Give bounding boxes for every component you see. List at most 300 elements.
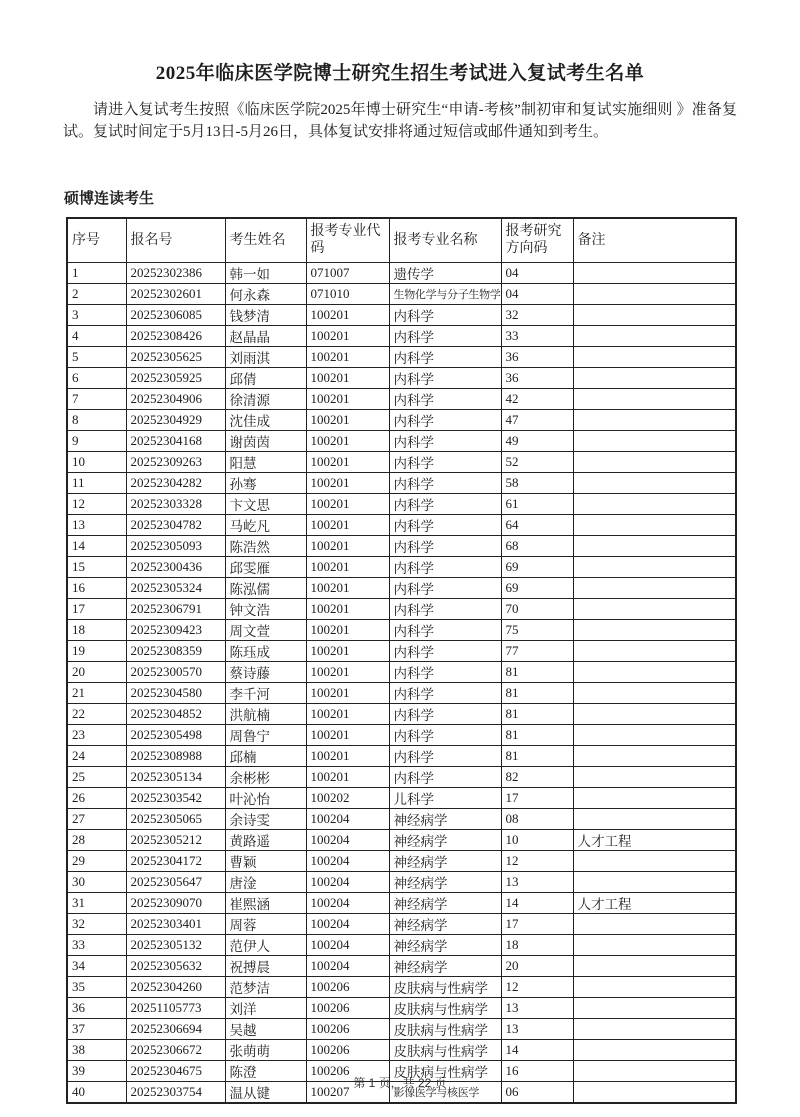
cell-major-code: 100201 [306, 745, 389, 766]
table-row [67, 955, 736, 976]
table-row [67, 976, 736, 997]
cell-index: 37 [67, 1018, 126, 1039]
cell-candidate-name: 余诗雯 [225, 808, 306, 829]
table-row [67, 787, 736, 808]
cell-direction-code: 81 [501, 703, 573, 724]
cell-registration-number: 20252303754 [126, 1081, 225, 1103]
cell-major-code: 100204 [306, 829, 389, 850]
cell-index: 30 [67, 871, 126, 892]
cell-major-name: 内科学 [389, 451, 501, 472]
cell-direction-code: 52 [501, 451, 573, 472]
cell-registration-number: 20252303542 [126, 787, 225, 808]
cell-remarks [573, 535, 736, 556]
cell-direction-code: 06 [501, 1081, 573, 1103]
cell-direction-code: 69 [501, 577, 573, 598]
cell-candidate-name: 吴越 [225, 1018, 306, 1039]
table-row [67, 598, 736, 619]
cell-index: 40 [67, 1081, 126, 1103]
cell-major-code: 100204 [306, 808, 389, 829]
cell-direction-code: 82 [501, 766, 573, 787]
cell-direction-code: 13 [501, 1018, 573, 1039]
table-row [67, 766, 736, 787]
cell-remarks [573, 850, 736, 871]
table-row [67, 577, 736, 598]
cell-direction-code: 77 [501, 640, 573, 661]
cell-major-name: 内科学 [389, 745, 501, 766]
cell-remarks [573, 808, 736, 829]
cell-major-code: 100201 [306, 367, 389, 388]
cell-index: 16 [67, 577, 126, 598]
cell-remarks [573, 367, 736, 388]
cell-candidate-name: 范伊人 [225, 934, 306, 955]
cell-major-code: 100201 [306, 346, 389, 367]
cell-remarks [573, 493, 736, 514]
cell-index: 8 [67, 409, 126, 430]
cell-index: 5 [67, 346, 126, 367]
cell-major-code: 100206 [306, 1060, 389, 1081]
cell-index: 3 [67, 304, 126, 325]
cell-major-name: 皮肤病与性病学 [389, 976, 501, 997]
table-row [67, 367, 736, 388]
cell-registration-number: 20252308988 [126, 745, 225, 766]
cell-direction-code: 13 [501, 871, 573, 892]
cell-remarks [573, 556, 736, 577]
cell-index: 4 [67, 325, 126, 346]
cell-registration-number: 20252304929 [126, 409, 225, 430]
cell-index: 2 [67, 283, 126, 304]
cell-registration-number: 20252304172 [126, 850, 225, 871]
cell-major-code: 100206 [306, 1039, 389, 1060]
cell-remarks [573, 472, 736, 493]
cell-direction-code: 16 [501, 1060, 573, 1081]
cell-direction-code: 04 [501, 283, 573, 304]
cell-candidate-name: 周蓉 [225, 913, 306, 934]
cell-index: 34 [67, 955, 126, 976]
column-header-major-name: 报考专业名称 [389, 218, 501, 262]
table-row [67, 892, 736, 913]
cell-index: 25 [67, 766, 126, 787]
table-row [67, 934, 736, 955]
table-row [67, 640, 736, 661]
cell-major-name: 内科学 [389, 598, 501, 619]
cell-index: 27 [67, 808, 126, 829]
cell-direction-code: 81 [501, 724, 573, 745]
cell-major-name: 神经病学 [389, 913, 501, 934]
cell-remarks [573, 598, 736, 619]
cell-direction-code: 17 [501, 787, 573, 808]
cell-major-code: 100201 [306, 514, 389, 535]
cell-remarks [573, 1018, 736, 1039]
cell-index: 17 [67, 598, 126, 619]
cell-major-code: 100202 [306, 787, 389, 808]
cell-major-code: 100201 [306, 430, 389, 451]
cell-index: 26 [67, 787, 126, 808]
column-header-index: 序号 [67, 218, 126, 262]
table-row [67, 430, 736, 451]
cell-registration-number: 20252305212 [126, 829, 225, 850]
cell-registration-number: 20252304852 [126, 703, 225, 724]
cell-index: 11 [67, 472, 126, 493]
cell-registration-number: 20252305132 [126, 934, 225, 955]
cell-remarks [573, 514, 736, 535]
cell-candidate-name: 黄路遥 [225, 829, 306, 850]
cell-major-code: 100204 [306, 871, 389, 892]
cell-registration-number: 20252306085 [126, 304, 225, 325]
cell-major-name: 内科学 [389, 724, 501, 745]
cell-major-name: 内科学 [389, 577, 501, 598]
cell-remarks [573, 724, 736, 745]
cell-candidate-name: 范梦洁 [225, 976, 306, 997]
cell-major-name: 皮肤病与性病学 [389, 1060, 501, 1081]
cell-candidate-name: 卞文思 [225, 493, 306, 514]
cell-candidate-name: 沈佳成 [225, 409, 306, 430]
cell-major-name: 内科学 [389, 346, 501, 367]
cell-remarks [573, 871, 736, 892]
cell-registration-number: 20252300436 [126, 556, 225, 577]
cell-remarks [573, 640, 736, 661]
cell-remarks [573, 430, 736, 451]
cell-candidate-name: 祝搏晨 [225, 955, 306, 976]
cell-candidate-name: 唐淦 [225, 871, 306, 892]
cell-major-code: 100201 [306, 325, 389, 346]
cell-direction-code: 12 [501, 850, 573, 871]
section-label: 硕博连读考生 [64, 191, 155, 207]
cell-candidate-name: 李千河 [225, 682, 306, 703]
cell-major-code: 100201 [306, 409, 389, 430]
cell-major-name: 内科学 [389, 640, 501, 661]
cell-direction-code: 64 [501, 514, 573, 535]
cell-major-name: 内科学 [389, 514, 501, 535]
table-row [67, 493, 736, 514]
cell-index: 35 [67, 976, 126, 997]
cell-index: 38 [67, 1039, 126, 1060]
cell-registration-number: 20252309070 [126, 892, 225, 913]
cell-major-name: 内科学 [389, 535, 501, 556]
cell-remarks [573, 934, 736, 955]
table-row [67, 682, 736, 703]
cell-major-name: 内科学 [389, 409, 501, 430]
cell-remarks [573, 661, 736, 682]
cell-index: 31 [67, 892, 126, 913]
cell-remarks: 人才工程 [573, 829, 736, 850]
cell-index: 10 [67, 451, 126, 472]
cell-registration-number: 20252302601 [126, 283, 225, 304]
cell-candidate-name: 洪航楠 [225, 703, 306, 724]
table-row [67, 409, 736, 430]
cell-candidate-name: 韩一如 [225, 262, 306, 283]
cell-major-name: 生物化学与分子生物学 [389, 283, 501, 304]
cell-registration-number: 20252309263 [126, 451, 225, 472]
page-footer: 第 1 页，共 22 页 [353, 1076, 447, 1090]
cell-remarks [573, 682, 736, 703]
cell-candidate-name: 温从键 [225, 1081, 306, 1103]
cell-direction-code: 81 [501, 745, 573, 766]
column-header-major-code: 报考专业代码 [306, 218, 389, 262]
cell-remarks: 人才工程 [573, 892, 736, 913]
cell-index: 33 [67, 934, 126, 955]
table-row [67, 388, 736, 409]
cell-registration-number: 20251105773 [126, 997, 225, 1018]
cell-major-code: 100204 [306, 934, 389, 955]
cell-remarks [573, 997, 736, 1018]
cell-major-code: 100201 [306, 661, 389, 682]
cell-registration-number: 20252305093 [126, 535, 225, 556]
cell-registration-number: 20252306672 [126, 1039, 225, 1060]
cell-registration-number: 20252305324 [126, 577, 225, 598]
cell-candidate-name: 周鲁宁 [225, 724, 306, 745]
cell-candidate-name: 阳慧 [225, 451, 306, 472]
cell-direction-code: 12 [501, 976, 573, 997]
cell-remarks [573, 913, 736, 934]
intro-paragraph: 请进入复试考生按照《临床医学院2025年博士研究生“申请-考核”制初审和复试实施细则 》准备复试。复试时间定于5月13日-5月26日，具体复试安排将通过短信或邮件通知到考生。 [63, 102, 737, 140]
cell-remarks [573, 703, 736, 724]
cell-major-name: 皮肤病与性病学 [389, 997, 501, 1018]
cell-remarks [573, 283, 736, 304]
cell-direction-code: 69 [501, 556, 573, 577]
cell-major-name: 内科学 [389, 388, 501, 409]
cell-registration-number: 20252302386 [126, 262, 225, 283]
cell-index: 21 [67, 682, 126, 703]
cell-major-name: 皮肤病与性病学 [389, 1039, 501, 1060]
table-row [67, 703, 736, 724]
table-row [67, 745, 736, 766]
cell-major-code: 100206 [306, 976, 389, 997]
cell-major-name: 内科学 [389, 430, 501, 451]
cell-registration-number: 20252308426 [126, 325, 225, 346]
cell-index: 32 [67, 913, 126, 934]
cell-candidate-name: 陈浩然 [225, 535, 306, 556]
cell-direction-code: 68 [501, 535, 573, 556]
cell-major-code: 100201 [306, 640, 389, 661]
cell-index: 6 [67, 367, 126, 388]
cell-major-code: 100201 [306, 682, 389, 703]
cell-major-name: 神经病学 [389, 829, 501, 850]
cell-index: 28 [67, 829, 126, 850]
cell-direction-code: 33 [501, 325, 573, 346]
table-row [67, 451, 736, 472]
table-row [67, 535, 736, 556]
cell-direction-code: 75 [501, 619, 573, 640]
cell-remarks [573, 1039, 736, 1060]
cell-remarks [573, 577, 736, 598]
cell-candidate-name: 何永森 [225, 283, 306, 304]
table-header-row [67, 218, 736, 262]
cell-major-name: 内科学 [389, 304, 501, 325]
cell-direction-code: 14 [501, 892, 573, 913]
cell-registration-number: 20252306694 [126, 1018, 225, 1039]
cell-registration-number: 20252305625 [126, 346, 225, 367]
cell-index: 7 [67, 388, 126, 409]
cell-candidate-name: 刘雨淇 [225, 346, 306, 367]
cell-candidate-name: 邱倩 [225, 367, 306, 388]
table-row [67, 262, 736, 283]
cell-index: 23 [67, 724, 126, 745]
cell-candidate-name: 周文萱 [225, 619, 306, 640]
cell-major-name: 神经病学 [389, 892, 501, 913]
cell-direction-code: 08 [501, 808, 573, 829]
table-row [67, 472, 736, 493]
cell-major-name: 神经病学 [389, 934, 501, 955]
cell-major-code: 100201 [306, 619, 389, 640]
cell-major-name: 内科学 [389, 493, 501, 514]
cell-major-name: 神经病学 [389, 808, 501, 829]
cell-index: 18 [67, 619, 126, 640]
cell-major-code: 100204 [306, 913, 389, 934]
table-row [67, 1039, 736, 1060]
table-row [67, 829, 736, 850]
cell-major-name: 神经病学 [389, 871, 501, 892]
cell-major-code: 100206 [306, 997, 389, 1018]
cell-major-code: 100201 [306, 556, 389, 577]
cell-major-code: 100201 [306, 766, 389, 787]
cell-major-code: 100204 [306, 955, 389, 976]
cell-direction-code: 70 [501, 598, 573, 619]
column-header-remarks: 备注 [573, 218, 736, 262]
table-row [67, 514, 736, 535]
cell-registration-number: 20252305647 [126, 871, 225, 892]
cell-major-code: 100207 [306, 1081, 389, 1103]
cell-direction-code: 81 [501, 682, 573, 703]
cell-registration-number: 20252308359 [126, 640, 225, 661]
cell-remarks [573, 976, 736, 997]
cell-candidate-name: 马屹凡 [225, 514, 306, 535]
cell-registration-number: 20252305065 [126, 808, 225, 829]
cell-remarks [573, 262, 736, 283]
cell-direction-code: 10 [501, 829, 573, 850]
table-row [67, 871, 736, 892]
cell-major-name: 内科学 [389, 619, 501, 640]
cell-index: 24 [67, 745, 126, 766]
cell-registration-number: 20252304580 [126, 682, 225, 703]
cell-registration-number: 20252305498 [126, 724, 225, 745]
cell-major-name: 儿科学 [389, 787, 501, 808]
cell-major-code: 100201 [306, 388, 389, 409]
table-row [67, 283, 736, 304]
cell-major-name: 皮肤病与性病学 [389, 1018, 501, 1039]
cell-remarks [573, 325, 736, 346]
cell-major-name: 内科学 [389, 682, 501, 703]
column-header-direction-code: 报考研究方向码 [501, 218, 573, 262]
cell-remarks [573, 619, 736, 640]
cell-candidate-name: 刘洋 [225, 997, 306, 1018]
cell-major-name: 内科学 [389, 367, 501, 388]
cell-candidate-name: 邱楠 [225, 745, 306, 766]
cell-index: 39 [67, 1060, 126, 1081]
table-row [67, 724, 736, 745]
cell-remarks [573, 787, 736, 808]
cell-major-code: 100201 [306, 724, 389, 745]
table-row [67, 913, 736, 934]
cell-remarks [573, 409, 736, 430]
cell-major-name: 内科学 [389, 661, 501, 682]
cell-direction-code: 13 [501, 997, 573, 1018]
column-header-registration-number: 报名号 [126, 218, 225, 262]
cell-candidate-name: 叶沁怡 [225, 787, 306, 808]
cell-direction-code: 49 [501, 430, 573, 451]
cell-major-name: 遗传学 [389, 262, 501, 283]
cell-direction-code: 20 [501, 955, 573, 976]
cell-remarks [573, 346, 736, 367]
cell-registration-number: 20252305134 [126, 766, 225, 787]
cell-candidate-name: 陈泓儒 [225, 577, 306, 598]
cell-registration-number: 20252304906 [126, 388, 225, 409]
cell-registration-number: 20252305925 [126, 367, 225, 388]
cell-major-code: 100201 [306, 472, 389, 493]
cell-major-code: 100201 [306, 451, 389, 472]
cell-candidate-name: 徐清源 [225, 388, 306, 409]
table-row [67, 661, 736, 682]
cell-major-name: 内科学 [389, 703, 501, 724]
cell-candidate-name: 钟文浩 [225, 598, 306, 619]
table-row [67, 325, 736, 346]
cell-index: 29 [67, 850, 126, 871]
cell-registration-number: 20252304168 [126, 430, 225, 451]
cell-registration-number: 20252306791 [126, 598, 225, 619]
cell-remarks [573, 388, 736, 409]
cell-major-code: 100201 [306, 598, 389, 619]
cell-major-name: 内科学 [389, 472, 501, 493]
cell-index: 20 [67, 661, 126, 682]
cell-remarks [573, 955, 736, 976]
cell-candidate-name: 崔熙涵 [225, 892, 306, 913]
cell-index: 14 [67, 535, 126, 556]
cell-direction-code: 17 [501, 913, 573, 934]
cell-major-name: 影像医学与核医学 [389, 1081, 501, 1103]
cell-candidate-name: 钱梦清 [225, 304, 306, 325]
cell-index: 22 [67, 703, 126, 724]
cell-major-code: 071010 [306, 283, 389, 304]
cell-direction-code: 61 [501, 493, 573, 514]
cell-index: 13 [67, 514, 126, 535]
cell-index: 19 [67, 640, 126, 661]
table-row [67, 850, 736, 871]
cell-direction-code: 58 [501, 472, 573, 493]
cell-major-name: 内科学 [389, 556, 501, 577]
cell-registration-number: 20252305632 [126, 955, 225, 976]
cell-index: 36 [67, 997, 126, 1018]
cell-major-name: 神经病学 [389, 955, 501, 976]
cell-candidate-name: 余彬彬 [225, 766, 306, 787]
cell-index: 15 [67, 556, 126, 577]
cell-candidate-name: 赵晶晶 [225, 325, 306, 346]
cell-major-name: 神经病学 [389, 850, 501, 871]
cell-index: 12 [67, 493, 126, 514]
cell-candidate-name: 陈澄 [225, 1060, 306, 1081]
cell-direction-code: 42 [501, 388, 573, 409]
cell-major-code: 100201 [306, 577, 389, 598]
cell-major-code: 100201 [306, 535, 389, 556]
cell-direction-code: 32 [501, 304, 573, 325]
cell-registration-number: 20252304675 [126, 1060, 225, 1081]
cell-major-code: 100201 [306, 703, 389, 724]
cell-major-code: 071007 [306, 262, 389, 283]
cell-direction-code: 47 [501, 409, 573, 430]
cell-candidate-name: 陈珏成 [225, 640, 306, 661]
table-row [67, 346, 736, 367]
cell-candidate-name: 谢茵茵 [225, 430, 306, 451]
column-header-candidate-name: 考生姓名 [225, 218, 306, 262]
cell-registration-number: 20252304260 [126, 976, 225, 997]
cell-registration-number: 20252303401 [126, 913, 225, 934]
table-row [67, 808, 736, 829]
cell-direction-code: 04 [501, 262, 573, 283]
cell-registration-number: 20252309423 [126, 619, 225, 640]
cell-direction-code: 81 [501, 661, 573, 682]
cell-registration-number: 20252303328 [126, 493, 225, 514]
cell-major-name: 内科学 [389, 766, 501, 787]
cell-registration-number: 20252304782 [126, 514, 225, 535]
table-row [67, 1018, 736, 1039]
